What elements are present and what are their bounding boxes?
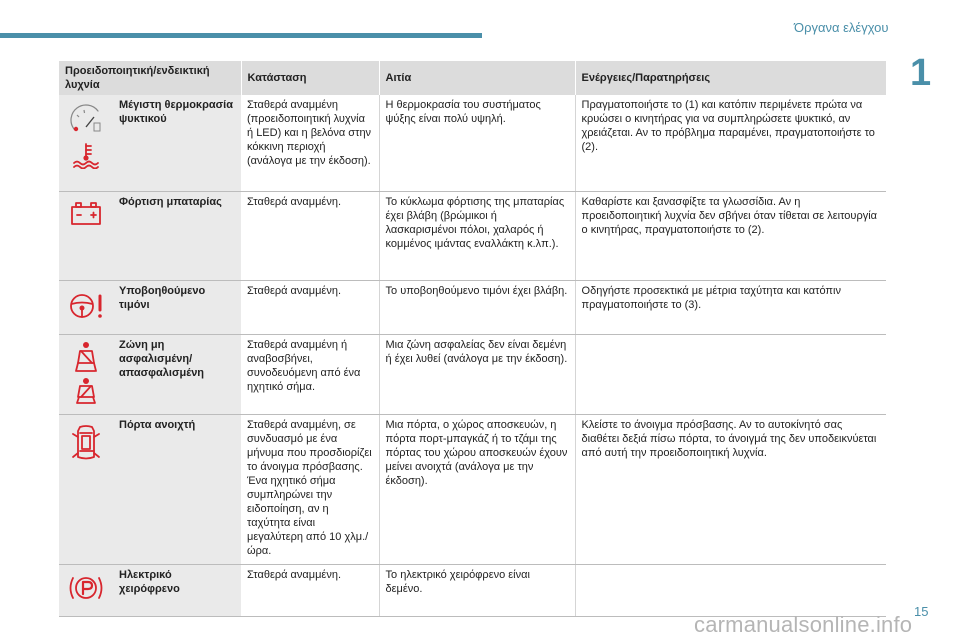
table-row: [59, 280, 886, 334]
lamp-icon-cell: [59, 564, 113, 616]
lamp-icon-cell: [59, 95, 113, 191]
action-text: Καθαρίστε και ξανασφίξτε τα γλωσσίδια. Αν η προειδοποιητική λυχνία δεν σβήνει όταν τίθεται σε λειτουργία ο κινητήρας, πραγματοποιήστε το (2).: [575, 191, 886, 280]
battery-icon: [69, 200, 103, 228]
table-row: [59, 95, 886, 191]
seat-belt-icon: [72, 341, 100, 373]
steering-wheel-warning-icon: [67, 291, 105, 321]
table-header-row: [59, 61, 886, 95]
column-header-cause: Αιτία: [379, 61, 575, 95]
cause-text: Μια ζώνη ασφαλείας δεν είναι δεμένη ή έχει λυθεί (ανάλογα με την έκδοση).: [379, 334, 575, 414]
table-row: [59, 191, 886, 280]
action-text: [575, 564, 886, 616]
top-accent-bar: [0, 33, 482, 38]
door-open-icon: [71, 423, 101, 463]
lamp-name: Υποβοηθούμενο τιμόνι: [113, 280, 241, 334]
cause-text: Το κύκλωμα φόρτισης της μπαταρίας έχει βλάβη (βρώμικοι ή λασκαρισμένοι πόλοι, χαλαρός ή κομμένος ιμάντας εναλλάκτη κ.λπ.).: [379, 191, 575, 280]
lamp-icon-cell: [59, 191, 113, 280]
section-title: Όργανα ελέγχου: [794, 20, 889, 35]
watermark: carmanualsonline.info: [694, 612, 913, 637]
column-header-status: Κατάσταση: [241, 61, 379, 95]
lamp-name: Ηλεκτρικό χειρόφρενο: [113, 564, 241, 616]
lamp-name: Μέγιστη θερμοκρασία ψυκτικού: [113, 95, 241, 191]
column-header-lamp: Προειδοποιητική/ενδεικτική λυχνία: [59, 61, 241, 95]
coolant-temperature-icon: [71, 141, 101, 169]
lamp-name: Φόρτιση μπαταρίας: [113, 191, 241, 280]
status-text: Σταθερά αναμμένη (προειδοποιητική λυχνία ή LED) και η βελόνα στην κόκκινη περιοχή (ανάλογα με την έκδοση).: [241, 95, 379, 191]
status-text: Σταθερά αναμμένη, σε συνδυασμό με ένα μήνυμα που προσδιορίζει το άνοιγμα πρόσβασης. Ένα ηχητικό σήμα συμπληρώνει την ειδοποίηση, αν η ταχύτητα είναι μεγαλύτερη από 10 χλμ./ώρα.: [241, 414, 379, 564]
action-text-part1: Κλείστε το άνοιγμα πρόσβασης. Αν το αυτοκίνητό σας διαθέτει δεξιά πίσω πόρτα, το άνοιγμά της δεν υποδεικνύεται από αυτή την προειδοποιητική λυχνία.: [581, 418, 877, 459]
parking-brake-icon: [67, 573, 105, 603]
status-text: Σταθερά αναμμένη ή αναβοσβήνει, συνοδευόμενη από ένα ηχητικό σήμα.: [241, 334, 379, 414]
status-text: Σταθερά αναμμένη.: [241, 564, 379, 616]
table-row: [59, 414, 886, 564]
lamp-name: Πόρτα ανοιχτή: [113, 414, 241, 564]
cause-text: Το υποβοηθούμενο τιμόνι έχει βλάβη.: [379, 280, 575, 334]
chapter-number: 1: [910, 52, 932, 94]
status-text: Σταθερά αναμμένη.: [241, 280, 379, 334]
cause-text: Το ηλεκτρικό χειρόφρενο είναι δεμένο.: [379, 564, 575, 616]
cause-text: Μια πόρτα, ο χώρος αποσκευών, η πόρτα πορτ-μπαγκάζ ή το τζάμι της πόρτας του χώρου αποσκευών έχουν μείνει ανοιχτά (ανάλογα με την έκδοση).: [379, 414, 575, 564]
action-text: Οδηγήστε προσεκτικά με μέτρια ταχύτητα και κατόπιν πραγματοποιήστε το (3).: [575, 280, 886, 334]
action-text: [575, 414, 886, 564]
page-number: 15: [914, 604, 929, 619]
warning-lamp-table: [59, 61, 886, 617]
lamp-icon-cell: [59, 280, 113, 334]
lamp-name: Ζώνη μη ασφαλισμένη/ απασφαλισμένη: [113, 334, 241, 414]
action-text: [575, 334, 886, 414]
table-row: [59, 564, 886, 616]
cause-text: Η θερμοκρασία του συστήματος ψύξης είναι πολύ υψηλή.: [379, 95, 575, 191]
passenger-seat-belt-icon: [72, 377, 100, 407]
lamp-icon-cell: [59, 334, 113, 414]
table-row: [59, 334, 886, 414]
column-header-action: Ενέργειες/Παρατηρήσεις: [575, 61, 886, 95]
lamp-icon-cell: [59, 414, 113, 564]
action-text: Πραγματοποιήστε το (1) και κατόπιν περιμένετε πρώτα να κρυώσει ο κινητήρας για να συμπληρώσετε ψυκτικό, αν χρειάζεται. Αν το πρόβλημα παραμένει, πραγματοποιήστε το (2).: [575, 95, 886, 191]
status-text: Σταθερά αναμμένη.: [241, 191, 379, 280]
temperature-gauge-icon: [68, 101, 104, 135]
